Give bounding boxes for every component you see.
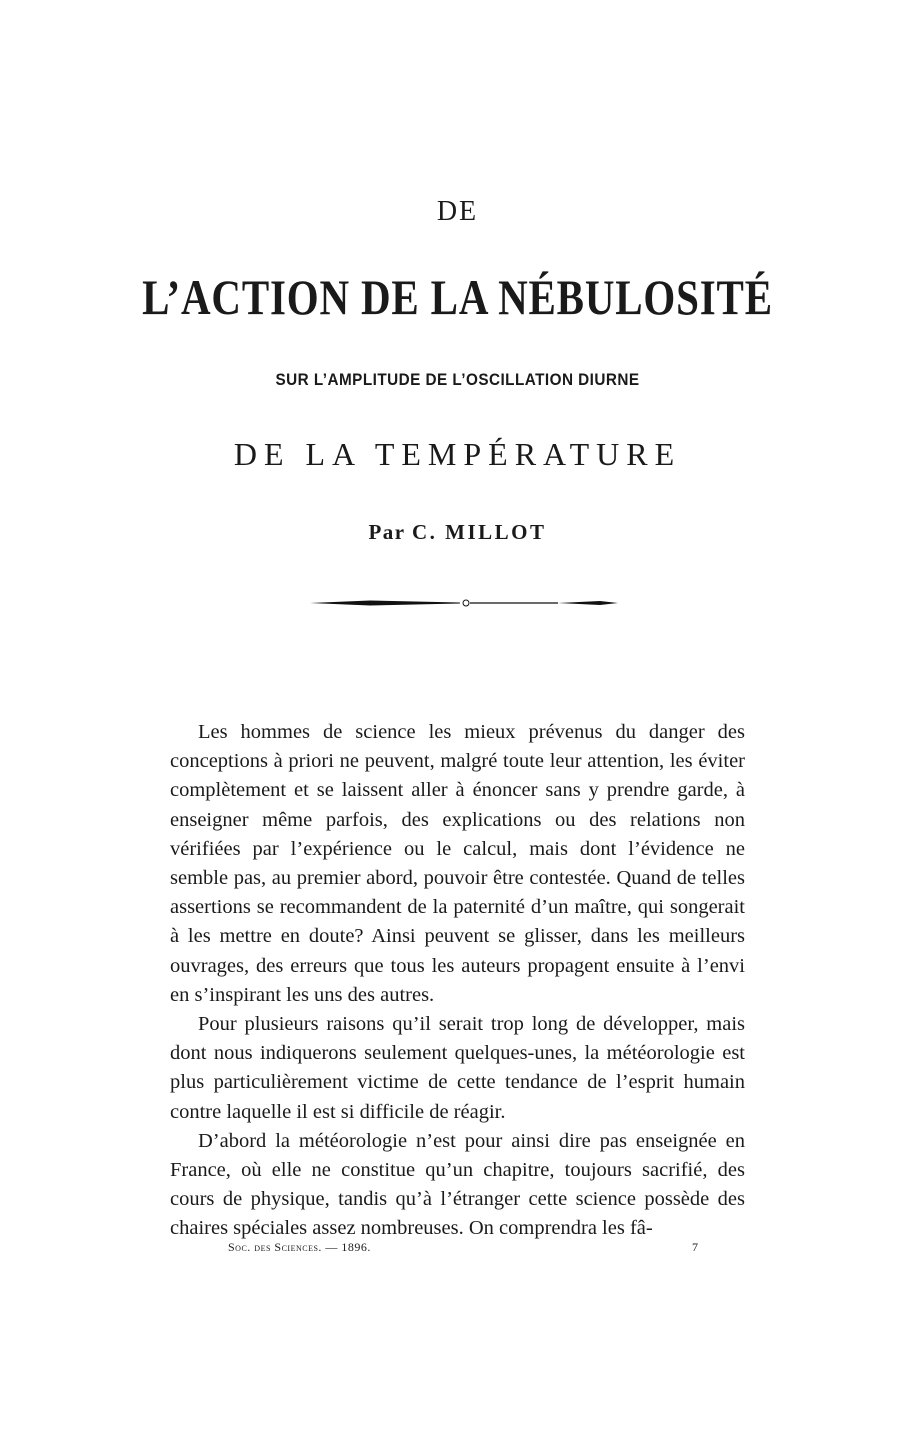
body-text	[170, 718, 745, 1244]
title-prefix: DE	[436, 196, 479, 227]
paragraph: D’abord la météorologie n’est pour ainsi dire pas enseignée en France, où elle ne constitue qu’un chapitre, toujours sacrifié, des cours de physique, tandis qu’à l’étranger cette science possède des chaires spéciales assez nombreuses. On comprendra les fâ-	[170, 1129, 745, 1240]
author-line	[0, 520, 915, 545]
sheet-number: 7	[692, 1240, 698, 1254]
author-prefix: Par	[368, 520, 406, 544]
main-title: L’ACTION DE LA NÉBULOSITÉ	[142, 269, 773, 325]
printer-signature: Soc. des Sciences. — 1896.	[228, 1240, 371, 1254]
title-suffix: DE LA TEMPÉRATURE	[233, 436, 682, 472]
author-name: C. MILLOT	[412, 520, 547, 544]
paragraph: Les hommes de science les mieux prévenus du danger des conceptions à priori ne peuvent, malgré toute leur attention, les éviter complètement et se laissent aller à énoncer sans y prendre garde, à enseigner même parfois, des explications ou des relations non vérifiées par l’expérience ou le calcul, mais dont l’évidence ne semble pas, au premier abord, pouvoir être contestée. Quand de telles assertions se recommandent de la paternité d’un maître, qui songerait à les mettre en doute? Ainsi peuvent se glisser, dans les meilleurs ouvrages, des erreurs que tous les auteurs propagent ensuite à l’envi en s’inspirant les uns des autres.	[170, 721, 745, 1006]
page-footer	[228, 1240, 698, 1255]
ornamental-rule	[310, 597, 618, 609]
paragraph: Pour plusieurs raisons qu’il serait trop long de développer, mais dont nous indiquerons seulement quelques-unes, la météorologie est plus particulièrement victime de cette tendance de l’esprit humain contre laquelle il est si difficile de réagir.	[170, 1013, 745, 1123]
subtitle: SUR L’AMPLITUDE DE L’OSCILLATION DIURNE	[275, 370, 640, 389]
